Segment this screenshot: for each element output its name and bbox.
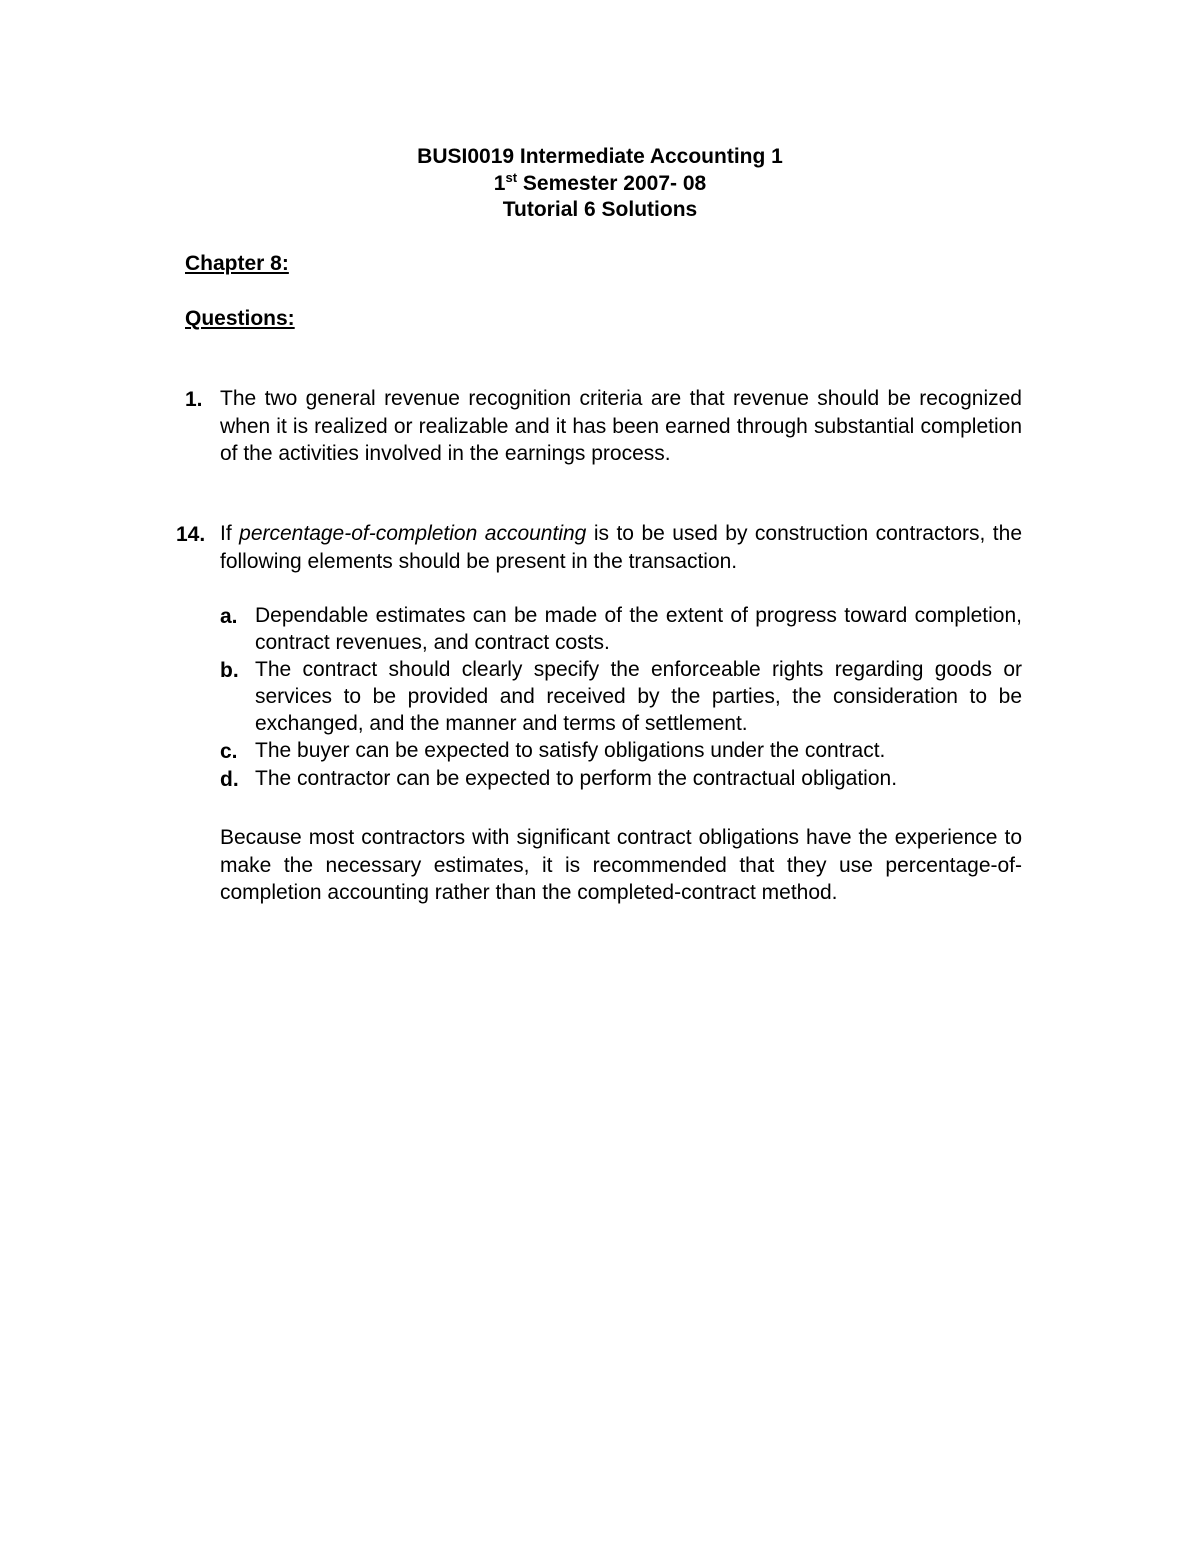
question-14-number: 14. xyxy=(176,523,206,546)
question-1-answer: The two general revenue recognition criteria are that revenue should be recognized when it is realized or realizable and it has been earned through substantial completion of the activities involved in the earnings process. xyxy=(220,387,1022,465)
semester-text: Semester 2007- 08 xyxy=(517,172,707,195)
item-b-text: The contract should clearly specify the enforceable rights regarding goods or services to be provided and received by the parties, the consideration to be exchanged, and the manner and terms of settlement. xyxy=(255,658,1022,735)
semester-superscript: st xyxy=(505,170,518,185)
item-b-letter: b. xyxy=(220,659,239,682)
item-a-text: Dependable estimates can be made of the extent of progress toward completion, contract revenues, and contract costs. xyxy=(255,604,1022,654)
item-d-letter: d. xyxy=(220,768,239,791)
item-c-letter: c. xyxy=(220,740,238,763)
question-14-intro-term: percentage-of-completion accounting xyxy=(239,522,587,545)
question-14-intro xyxy=(220,520,1022,575)
question-14-intro-start: If xyxy=(220,522,240,545)
question-14-intro-end: is to be used by construction contractors, the following elements should be present in the transaction. xyxy=(220,522,1022,573)
question-1-number: 1. xyxy=(185,388,203,411)
chapter-heading: Chapter 8: xyxy=(185,252,289,275)
questions-heading: Questions: xyxy=(185,307,295,330)
item-c-text: The buyer can be expected to satisfy obligations under the contract. xyxy=(255,739,886,762)
item-a-letter: a. xyxy=(220,605,238,628)
semester-ordinal: 1 xyxy=(493,172,506,195)
question-14-conclusion: Because most contractors with significant contract obligations have the experience to make the necessary estimates, it is recommended that they use percentage-of-completion accounting rather than the completed-contract method. xyxy=(220,826,1022,904)
semester-line xyxy=(0,170,1200,197)
course-title: BUSI0019 Intermediate Accounting 1 xyxy=(417,145,783,168)
item-d-text: The contractor can be expected to perform the contractual obligation. xyxy=(255,767,898,790)
tutorial-title: Tutorial 6 Solutions xyxy=(502,198,698,221)
